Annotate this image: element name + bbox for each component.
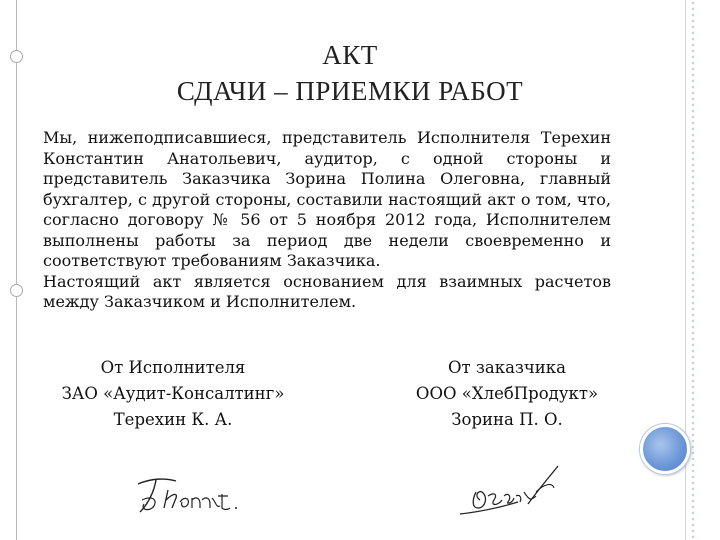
executor-heading: От Исполнителя [100, 358, 246, 377]
customer-company: ООО «ХлебПродукт» [415, 384, 599, 403]
executor-company: ЗАО «Аудит-Консалтинг» [61, 384, 285, 403]
body-paragraph: Мы, нижеподписавшиеся, представитель Исполнителя Терехин Константин Анатольевич, аудитор, с одной стороны и представитель Заказчика Зорина Полина Олеговна, главный бухгалтер, с другой стороны, составили настоящий акт о том, что, согласно договору № 56 от 5 ноября 2012 года, Исполнителем выполнены работы за период две недели своевременно и соответствуют требованиям Заказчика. [43, 128, 611, 270]
document-subtitle: СДАЧИ – ПРИЕМКИ РАБОТ [176, 76, 524, 106]
document-body [43, 128, 611, 313]
document-title: АКТ [322, 40, 378, 70]
executor-signature-block [44, 355, 302, 433]
executor-handwritten-signature [132, 470, 248, 520]
executor-name: Терехин К. А. [113, 410, 233, 429]
right-dotted-stripe [690, 0, 698, 540]
margin-circle-icon [10, 284, 23, 297]
customer-handwritten-signature [458, 462, 564, 522]
customer-name: Зорина П. О. [451, 410, 563, 429]
left-margin-rule [16, 0, 17, 540]
body-paragraph: Настоящий акт является основанием для взаимных расчетов между Заказчиком и Исполнителем. [43, 271, 611, 311]
customer-signature-block [396, 355, 618, 433]
blue-circle-icon [640, 424, 690, 474]
customer-heading: От заказчика [448, 358, 566, 377]
margin-circle-icon [10, 50, 23, 63]
